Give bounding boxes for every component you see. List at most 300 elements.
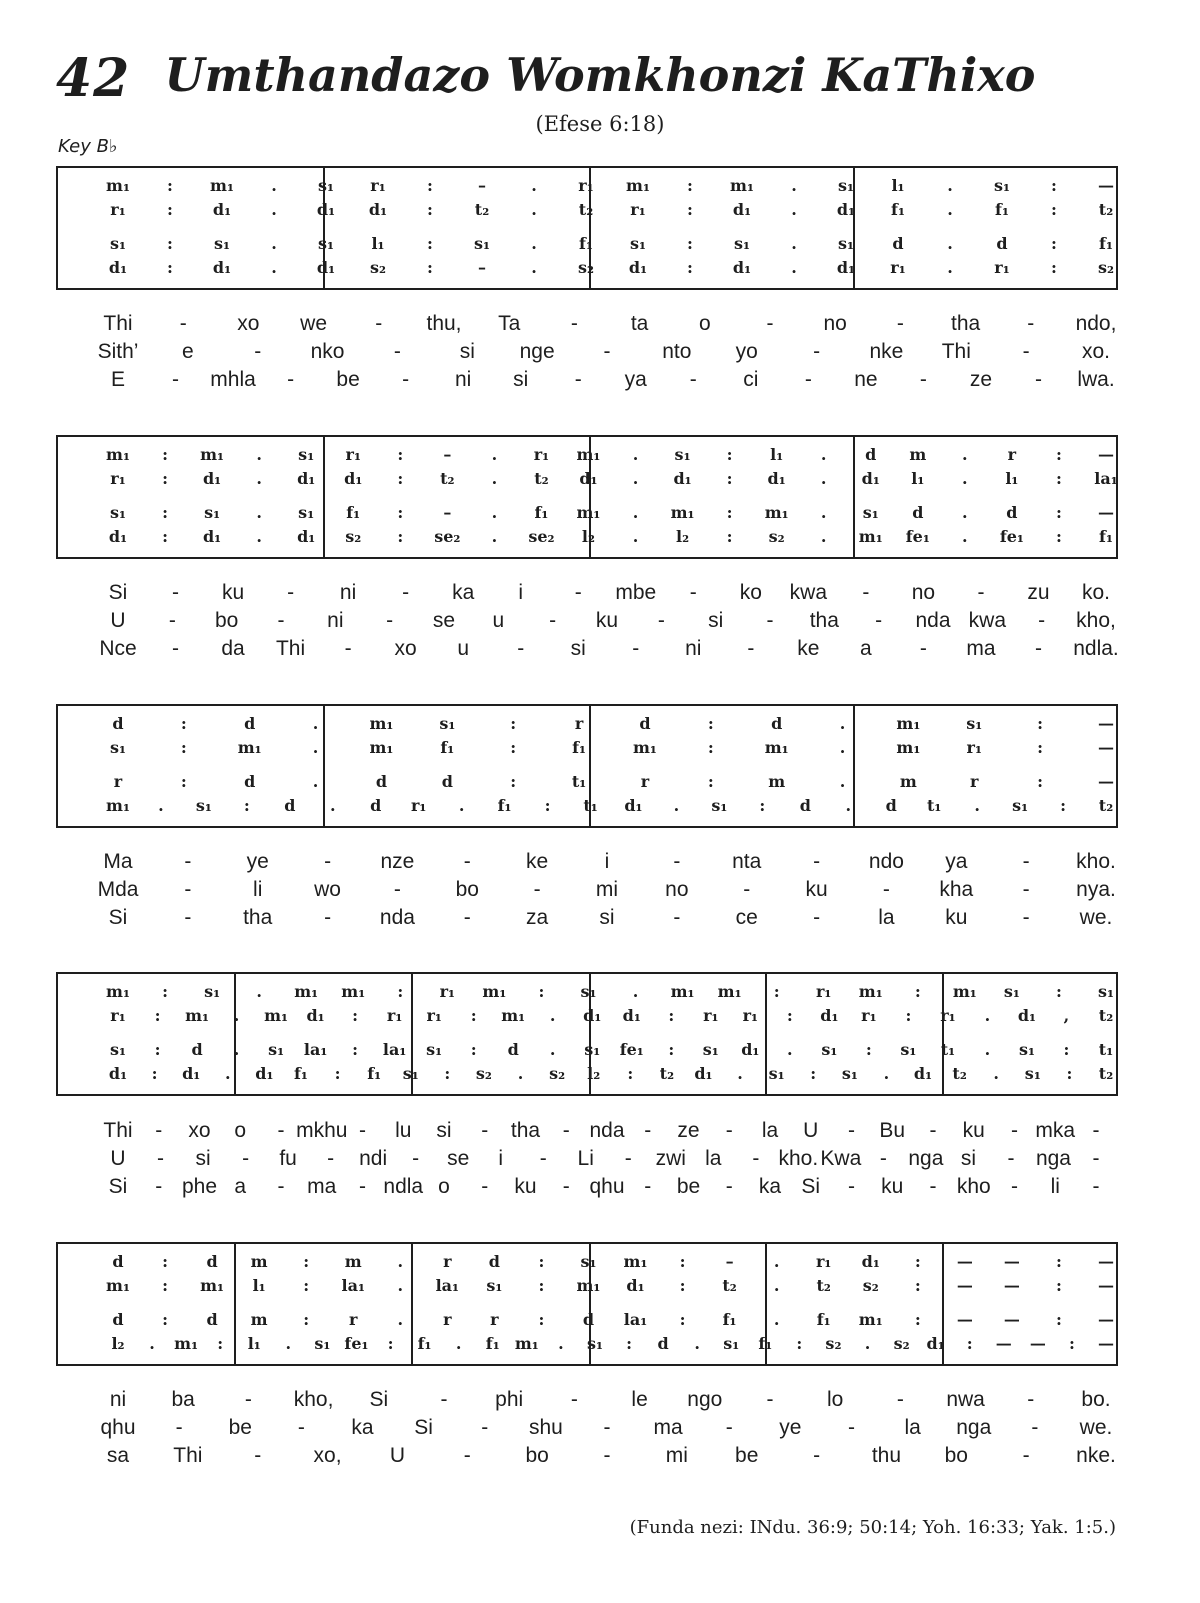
notation-separator: : [427, 234, 433, 253]
lyric-hyphen: - [570, 312, 578, 335]
notation-separator: : [1055, 1252, 1062, 1271]
notation-note: s₁ [629, 234, 647, 253]
lyric-hyphen: - [848, 1119, 855, 1142]
notation-note: — [1098, 1310, 1114, 1329]
lyric-syllable: lwa. [1077, 368, 1115, 391]
notation-separator: . [791, 176, 797, 195]
lyric-hyphen: - [879, 1147, 887, 1170]
notation-note: f₁ [417, 1334, 432, 1353]
lyric-syllable: ka [452, 581, 475, 604]
notation-note: l₁ [252, 1276, 266, 1295]
lyric-syllable: se [432, 609, 456, 632]
lyric-syllable: wo [314, 878, 341, 901]
notation-note: la₁ [382, 1040, 407, 1059]
lyric-syllable: bo. [1081, 1388, 1111, 1411]
lyric-syllable: ke [797, 637, 820, 660]
notation-separator: . [993, 1064, 1000, 1083]
lyric-syllable: no [911, 581, 936, 604]
lyric-syllable: e [182, 340, 194, 363]
notation-note: s₁ [1003, 982, 1020, 1001]
notation-note: m₁ [106, 1276, 130, 1295]
notation-separator: . [397, 1310, 404, 1329]
barline [323, 706, 325, 826]
lyric-hyphen: - [603, 340, 611, 363]
lyric-hyphen: - [184, 878, 192, 901]
notation-separator: : [1051, 176, 1057, 195]
notation-note: s₂ [1097, 258, 1115, 277]
notation-note: m₁ [369, 738, 394, 757]
notation-note: m₁ [185, 1006, 209, 1025]
notation-note: m₁ [670, 982, 695, 1001]
notation-note: m₁ [764, 738, 789, 757]
lyric-syllable: U [110, 1147, 126, 1170]
notation-separator: : [707, 772, 714, 791]
notation-note: r₁ [426, 1006, 442, 1025]
notation-separator: : [162, 1310, 168, 1329]
notation-separator: : [303, 1310, 310, 1329]
lyric-line [0, 338, 1200, 366]
notation-separator: . [491, 469, 498, 488]
lyric-hyphen: - [882, 878, 890, 901]
notation-separator: : [668, 1040, 675, 1059]
notation-separator: . [947, 200, 953, 219]
notation-separator: : [726, 445, 733, 464]
notation-note: r₁ [815, 1252, 832, 1271]
notation-separator: : [162, 982, 168, 1001]
notation-separator: : [1037, 714, 1044, 733]
lyric-hyphen: - [287, 368, 295, 391]
lyric-syllable: Si [108, 906, 128, 929]
notation-separator: : [707, 714, 714, 733]
notation-note: t₂ [722, 1276, 737, 1295]
lyric-syllable: ku [514, 1175, 537, 1198]
lyric-hyphen: - [689, 581, 697, 604]
notation-note: l₁ [891, 176, 905, 195]
notation-note: m₁ [764, 503, 789, 522]
lyric-syllable: ka [758, 1175, 782, 1198]
lyric-syllable: ke [526, 850, 549, 873]
notation-note: m [344, 1252, 362, 1271]
lyric-line [0, 848, 1200, 876]
lyric-hyphen: - [1007, 1147, 1015, 1170]
notation-separator: . [845, 796, 852, 815]
notation-separator: : [726, 469, 733, 488]
lyric-syllable: se [447, 1147, 470, 1170]
notation-note: — [1098, 503, 1114, 522]
notation-note: s₁ [1018, 1040, 1035, 1059]
notation-separator: . [673, 796, 680, 815]
notation-separator: : [796, 1334, 803, 1353]
lyric-hyphen: - [624, 1147, 632, 1170]
notation-note: d₁ [583, 1006, 602, 1025]
lyric-syllable: thu, [426, 312, 462, 335]
notation-note: — [1098, 738, 1114, 757]
lyric-hyphen: - [766, 609, 774, 632]
notation-note: d₁ [628, 258, 648, 277]
notation-note: d₁ [368, 200, 388, 219]
notation-note: d [912, 503, 924, 522]
lyric-syllable: ze [969, 368, 993, 391]
lyric-syllable: nwa [946, 1388, 985, 1411]
lyric-hyphen: - [287, 581, 295, 604]
lyric-syllable: ku [221, 581, 245, 604]
notation-note: s₂ [768, 527, 785, 546]
lyric-syllable: mhla [210, 368, 256, 391]
notation-separator: : [1055, 982, 1062, 1001]
lyric-syllable: Si [108, 581, 128, 604]
notation-separator: . [820, 445, 827, 464]
notation-note: m₁ [670, 503, 695, 522]
notation-note: m₁ [200, 445, 225, 464]
notation-note: s₁ [821, 1040, 838, 1059]
notation-separator: . [149, 1334, 155, 1353]
lyric-hyphen: - [657, 609, 665, 632]
notation-note: s₁ [900, 1040, 917, 1059]
lyric-hyphen: - [896, 1388, 904, 1411]
lyric-syllable: si [599, 906, 615, 929]
notation-separator: . [531, 258, 537, 277]
lyric-syllable: E [110, 368, 126, 391]
lyric-syllable: U [389, 1444, 406, 1467]
lyric-hyphen: - [463, 1444, 471, 1467]
notation-note: m₁ [341, 982, 366, 1001]
lyric-line [0, 1145, 1200, 1173]
notation-separator: . [962, 469, 968, 488]
lyric-syllable: la [878, 906, 895, 929]
notation-note: m₁ [482, 982, 507, 1001]
lyric-hyphen: - [929, 1175, 937, 1198]
notation-note: d₁ [202, 527, 222, 546]
lyric-hyphen: - [1022, 1444, 1030, 1467]
lyric-syllable: Mda [97, 878, 139, 901]
notation-note: r [574, 714, 584, 733]
lyric-hyphen: - [848, 1416, 855, 1439]
notation-note: s₁ [317, 176, 335, 195]
notation-note: d [370, 796, 382, 815]
notation-note: s₂ [862, 1276, 879, 1295]
notation-note: m₁ [501, 1006, 526, 1025]
notation-separator: . [256, 503, 262, 522]
lyric-syllable: ma [653, 1416, 683, 1439]
notation-note: m₁ [106, 445, 130, 464]
notation-separator: . [820, 527, 827, 546]
notation-note: d₁ [913, 1064, 933, 1083]
notation-separator: : [167, 234, 173, 253]
notation-separator: : [538, 982, 545, 1001]
notation-note: m₁ [174, 1334, 199, 1353]
notation-separator: : [786, 1006, 793, 1025]
notation-note: m₁ [896, 738, 921, 757]
notation-note: — [956, 1276, 973, 1295]
lyric-hyphen: - [175, 1416, 183, 1439]
notation-separator: . [791, 234, 797, 253]
notation-separator: . [312, 772, 319, 791]
notation-note: r₁ [890, 258, 906, 277]
lyric-syllable: ka [351, 1416, 374, 1439]
notation-note: f₁ [891, 200, 905, 219]
notation-separator: . [883, 1064, 890, 1083]
notation-note: f₁ [995, 200, 1009, 219]
notation-note: m₁ [514, 1334, 539, 1353]
notation-note: f₁ [579, 234, 593, 253]
lyric-hyphen: - [481, 1119, 489, 1142]
barline [765, 974, 767, 1094]
notation-note: s₂ [369, 258, 387, 277]
lyric-hyphen: - [359, 1119, 366, 1142]
lyric-syllable: xo. [1081, 340, 1111, 363]
notation-note: t₂ [816, 1276, 831, 1295]
lyric-hyphen: - [919, 637, 927, 660]
notation-separator: : [427, 200, 433, 219]
lyric-hyphen: - [481, 1175, 489, 1198]
lyric-syllable: zwi [655, 1147, 686, 1170]
notation-separator: : [162, 469, 168, 488]
notation-note: f₁ [294, 1064, 308, 1083]
footnote: (Funda nezi: INdu. 36:9; 50:14; Yoh. 16:33; Yak. 1:5.) [629, 1517, 1116, 1538]
lyric-syllable: nge [519, 340, 555, 363]
lyric-hyphen: - [277, 1119, 285, 1142]
notation-separator: . [974, 796, 980, 815]
lyric-line [0, 1414, 1200, 1442]
notation-separator: . [632, 527, 639, 546]
notation-note: s₂ [549, 1064, 566, 1083]
notation-separator: . [531, 176, 537, 195]
notation-note: s₂ [825, 1334, 842, 1353]
notation-note: s₁ [204, 503, 221, 522]
lyric-syllable: si [513, 368, 529, 391]
lyric-hyphen: - [689, 368, 697, 391]
notation-note: — [1029, 1334, 1046, 1353]
lyric-syllable: nke [869, 340, 904, 363]
notation-note: l₁ [371, 234, 385, 253]
notation-note: m [250, 1310, 268, 1329]
notation-separator: : [1055, 1276, 1062, 1295]
notation-note: d [771, 714, 783, 733]
lyric-hyphen: - [517, 637, 525, 660]
notation-note: s₁ [966, 714, 983, 733]
lyric-syllable: ku [805, 878, 828, 901]
notation-note: r [113, 772, 123, 791]
notation-separator: . [773, 1310, 780, 1329]
notation-note: fe₁ [619, 1040, 644, 1059]
lyric-hyphen: - [919, 368, 927, 391]
lyric-syllable: mka [1035, 1119, 1076, 1142]
notation-note: f₁ [758, 1334, 773, 1353]
notation-note: d₁ [212, 258, 232, 277]
lyric-hyphen: - [813, 340, 821, 363]
notation-note: r₁ [110, 1006, 126, 1025]
notation-note: r₁ [578, 176, 594, 195]
notation-note: f₁ [497, 796, 512, 815]
lyric-syllable: lo [827, 1388, 844, 1411]
notation-separator: . [947, 176, 953, 195]
notation-note: d [112, 1252, 124, 1271]
notation-note: d₁ [626, 1276, 645, 1295]
notation-note: s₁ [1012, 796, 1029, 815]
notation-note: m₁ [200, 1276, 225, 1295]
notation-note: d₁ [741, 1040, 760, 1059]
lyric-hyphen: - [412, 1147, 420, 1170]
lyric-syllable: qhu [100, 1416, 136, 1439]
notation-separator: : [352, 1006, 359, 1025]
notation-note: s₁ [768, 1064, 785, 1083]
notation-separator: . [984, 1040, 991, 1059]
lyric-syllable: o [698, 312, 711, 335]
notation-note: f₁ [534, 503, 549, 522]
lyric-syllable: we [300, 312, 328, 335]
notation-separator: : [510, 772, 517, 791]
notation-note: — [1098, 1334, 1114, 1353]
notation-separator: : [427, 176, 433, 195]
lyric-hyphen: - [179, 312, 187, 335]
notation-note: d₁ [108, 527, 128, 546]
notation-note: d [799, 796, 811, 815]
lyric-syllable: Bu [879, 1119, 906, 1142]
notation-separator: : [687, 258, 693, 277]
lyric-hyphen: - [603, 1444, 611, 1467]
notation-note: s₁ [1024, 1064, 1041, 1083]
lyric-syllable: ze [677, 1119, 700, 1142]
notation-separator: : [167, 200, 173, 219]
notation-note: m₁ [237, 738, 262, 757]
lyric-hyphen: - [1092, 1147, 1100, 1170]
notation-separator: . [839, 738, 846, 757]
lyric-syllable: kwa [968, 609, 1007, 632]
lyric-hyphen: - [725, 1175, 733, 1198]
notation-separator: : [151, 1064, 158, 1083]
notation-separator: : [154, 1040, 161, 1059]
lyric-hyphen: - [875, 609, 883, 632]
notation-separator: : [966, 1334, 973, 1353]
notation-note: d [284, 796, 296, 815]
notation-note: s₁ [314, 1334, 331, 1353]
notation-note: — [1098, 714, 1114, 733]
lyric-hyphen: - [277, 609, 285, 632]
lyric-hyphen: - [766, 1388, 774, 1411]
notation-separator: : [397, 982, 404, 1001]
notation-note: – [443, 445, 452, 464]
notation-note: m₁ [106, 176, 130, 195]
lyric-hyphen: - [644, 1175, 652, 1198]
lyric-syllable: phe [181, 1175, 218, 1198]
notation-note: – [478, 176, 486, 195]
notation-separator: : [217, 1334, 224, 1353]
lyric-syllable: mbe [615, 581, 657, 604]
notation-note: d₁ [108, 1064, 128, 1083]
notation-separator: . [558, 1334, 564, 1353]
lyric-hyphen: - [242, 1147, 250, 1170]
lyric-syllable: ndo, [1075, 312, 1117, 335]
lyric-hyphen: - [463, 906, 471, 929]
notation-note: d₁ [673, 469, 692, 488]
lyric-hyphen: - [393, 340, 401, 363]
notation-separator: . [458, 796, 465, 815]
hymn-number: 42 [56, 48, 131, 109]
notation-note: f₁ [485, 1334, 500, 1353]
notation-note: – [443, 503, 452, 522]
notation-separator: : [243, 796, 250, 815]
lyric-syllable: lu [395, 1119, 412, 1142]
notation-note: r₁ [966, 738, 982, 757]
notation-note: t₁ [583, 796, 598, 815]
notation-note: m₁ [623, 1252, 648, 1271]
lyric-hyphen: - [297, 1416, 305, 1439]
notation-note: m [899, 772, 917, 791]
notation-separator: . [839, 714, 846, 733]
notation-separator: . [962, 527, 968, 546]
lyric-hyphen: - [813, 850, 821, 873]
lyric-hyphen: - [324, 906, 332, 929]
notation-separator: . [820, 469, 827, 488]
barline [234, 974, 236, 1094]
lyric-hyphen: - [324, 850, 332, 873]
lyric-line [0, 1442, 1200, 1470]
notation-separator: : [180, 714, 187, 733]
lyric-hyphen: - [375, 312, 383, 335]
lyric-syllable: ndi [359, 1147, 388, 1170]
notation-note: m [909, 445, 927, 464]
lyric-syllable: nke. [1076, 1444, 1116, 1467]
lyric-hyphen: - [673, 906, 681, 929]
notation-note: r₁ [533, 445, 550, 464]
barline [853, 706, 855, 826]
lyric-syllable: ko [739, 581, 762, 604]
notation-note: s₂ [577, 258, 595, 277]
lyric-hyphen: - [1027, 312, 1035, 335]
notation-note: r₁ [703, 1006, 719, 1025]
notation-separator: . [947, 258, 953, 277]
notation-note: t₁ [571, 772, 587, 791]
notation-separator: . [491, 527, 498, 546]
lyric-hyphen: - [1022, 850, 1030, 873]
notation-separator: : [303, 1252, 310, 1271]
notation-note: d₁ [820, 1006, 839, 1025]
notation-note: d [1006, 503, 1018, 522]
lyric-hyphen: - [1092, 1175, 1100, 1198]
lyric-hyphen: - [1022, 906, 1030, 929]
notation-note: — [956, 1252, 973, 1271]
notation-separator: : [1060, 796, 1066, 815]
notation-separator: : [544, 796, 551, 815]
notation-note: s₁ [204, 982, 221, 1001]
notation-note: d [657, 1334, 669, 1353]
notation-note: — [956, 1310, 973, 1329]
notation-note: d [244, 772, 256, 791]
notation-separator: . [632, 982, 639, 1001]
notation-note: s₂ [475, 1064, 492, 1083]
lyric-syllable: bo [455, 878, 479, 901]
lyric-line [0, 579, 1200, 607]
notation-separator: , [1063, 1006, 1070, 1025]
notation-separator: : [626, 1334, 632, 1353]
notation-separator: : [538, 1276, 545, 1295]
lyric-syllable: we. [1079, 1416, 1113, 1439]
notation-note: d₁ [108, 258, 128, 277]
notation-note: l₂ [111, 1334, 125, 1353]
notation-note: d₁ [182, 1064, 201, 1083]
notation-note: l₂ [587, 1064, 601, 1083]
notation-separator: : [1055, 503, 1062, 522]
lyric-hyphen: - [848, 1175, 855, 1198]
lyric-syllable: ndo [868, 850, 904, 873]
lyric-syllable: si [708, 609, 724, 632]
notation-separator: : [162, 527, 168, 546]
notation-note: d₁ [836, 258, 856, 277]
notation-note: f₁ [367, 1064, 382, 1083]
lyric-hyphen: - [168, 609, 176, 632]
notation-separator: . [312, 738, 319, 757]
notation-note: s₁ [109, 503, 127, 522]
